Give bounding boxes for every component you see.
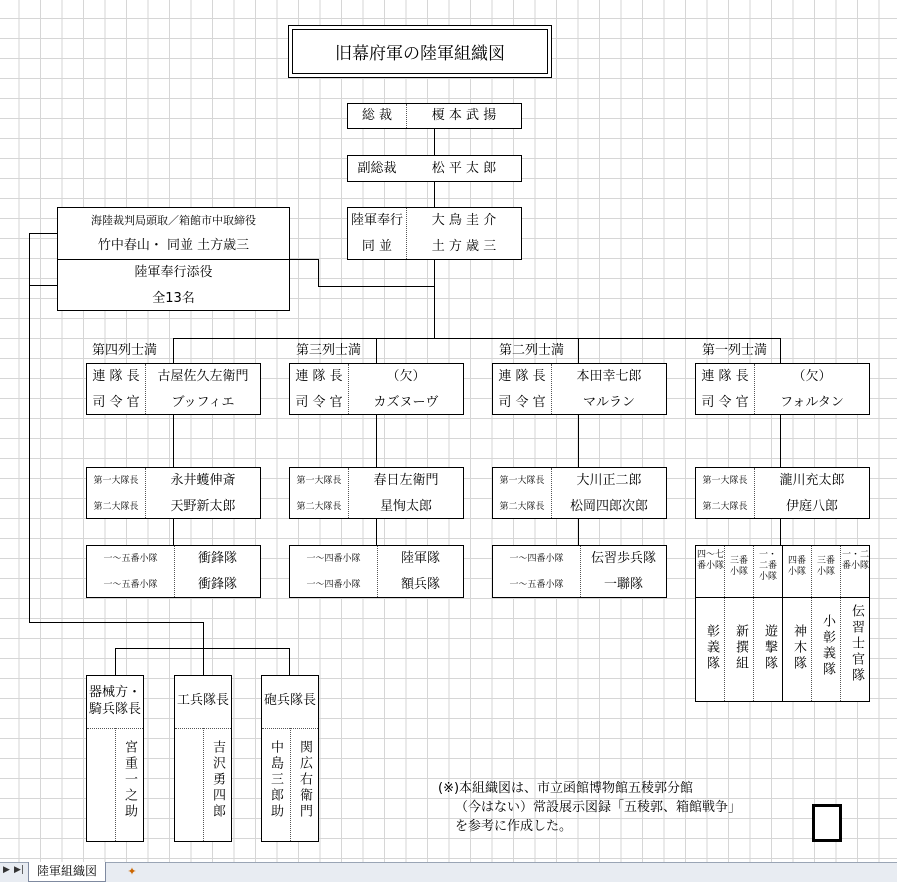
regiment-3-name: 第三列士満	[296, 343, 362, 358]
shireikan-label: 司 令 官	[701, 395, 749, 410]
bugyo-nami-role: 同 並	[361, 239, 393, 254]
dai1-label: 第一大隊長	[296, 476, 342, 486]
sousai-role: 総 裁	[361, 108, 393, 123]
tab-nav-last-icon[interactable]: ▶	[3, 865, 10, 875]
regiment-4-command	[86, 363, 261, 415]
note-line-1: (※)本組織図は、市立函館博物館五稜郭分館	[438, 781, 694, 796]
squad2-name: 額兵隊	[400, 577, 440, 592]
line-side-connector-h	[290, 259, 318, 260]
dai2-label: 第二大隊長	[296, 502, 342, 512]
line-special-bus	[115, 648, 289, 649]
line-side-connector-v	[318, 259, 319, 287]
rentaicho-label: 連 隊 長	[498, 369, 546, 384]
dai1-name: 永井蠖伸斎	[170, 473, 236, 488]
rentaicho-label: 連 隊 長	[295, 369, 343, 384]
special-unit-kiheitai	[86, 675, 144, 842]
fukusousai-box	[347, 155, 522, 182]
shireikan-label: 司 令 官	[92, 395, 140, 410]
line-special-2	[203, 648, 204, 675]
shireikan-name: カズヌーヴ	[373, 395, 439, 410]
dai2-name: 星恂太郎	[379, 499, 432, 514]
regiment-2-squads	[492, 545, 667, 598]
line-reg1-low	[780, 519, 781, 545]
regiment-1-units	[695, 545, 870, 702]
squad1-name: 陸軍隊	[400, 551, 440, 566]
regiment-1-battalions	[695, 467, 870, 519]
sheet-tab-active[interactable]: 陸軍組織図	[28, 862, 106, 882]
squad1-label: 一～四番小隊	[306, 554, 361, 564]
line-reg3-low	[376, 519, 377, 545]
dai2-label: 第二大隊長	[702, 502, 748, 512]
regiment-1-command	[695, 363, 870, 415]
bugyo-box	[347, 207, 522, 260]
line-reg2-low	[578, 519, 579, 545]
special-name-3a: 中島三郎助	[268, 740, 283, 820]
dai2-name: 松岡四郎次郎	[569, 499, 648, 514]
new-sheet-icon[interactable]: ✦	[127, 865, 137, 878]
squad1-label: 一～五番小隊	[103, 554, 158, 564]
squad2-label: 一～五番小隊	[509, 580, 564, 590]
selected-cell[interactable]	[812, 804, 842, 842]
bugyo-name: 大 鳥 圭 介	[431, 213, 497, 228]
side-box	[57, 207, 290, 311]
special-name-3b: 関広右衛門	[297, 740, 312, 820]
squad2-label: 一～五番小隊	[103, 580, 158, 590]
side-header: 海陸裁判局頭取／箱館市中取締役	[91, 214, 256, 227]
squad2-name: 衝鋒隊	[197, 577, 237, 592]
squad2-name: 一聯隊	[603, 577, 643, 592]
rentaicho-label: 連 隊 長	[701, 369, 749, 384]
dai1-label: 第一大隊長	[499, 476, 545, 486]
line-left-long	[29, 233, 30, 623]
line-special-drop	[203, 622, 204, 648]
regiment-4-battalions	[86, 467, 261, 519]
unit-label-3: 一・二番小隊	[758, 550, 777, 582]
line-reg4-top	[173, 338, 174, 363]
shireikan-name: フォルタン	[780, 395, 844, 410]
unit-label-5: 三番小隊	[816, 556, 835, 577]
sheet-tab-bar	[0, 862, 897, 882]
regiment-4-name: 第四列士満	[92, 343, 158, 358]
tab-nav-end-icon[interactable]: ▶|	[14, 865, 24, 875]
sousai-box	[347, 103, 522, 129]
dai1-name: 春日左衛門	[373, 473, 439, 488]
chart-title: 旧幕府軍の陸軍組織図	[292, 29, 548, 74]
regiment-3-command	[289, 363, 464, 415]
fukusousai-name: 松 平 太 郎	[431, 161, 497, 176]
unit-name-6: 伝習士官隊	[849, 604, 864, 684]
regiment-3-battalions	[289, 467, 464, 519]
dai2-name: 天野新太郎	[170, 499, 236, 514]
dai1-label: 第一大隊長	[93, 476, 139, 486]
note-line-2: （今はない）常設展示図録「五稜郭、箱館戦争」	[455, 800, 742, 815]
dai2-label: 第二大隊長	[93, 502, 139, 512]
special-unit-kouhei	[174, 675, 232, 842]
rentaicho-name: （欠）	[386, 369, 426, 384]
unit-name-1: 彰義隊	[704, 624, 719, 672]
side-count: 全13名	[152, 291, 195, 306]
squad1-label: 一～四番小隊	[509, 554, 564, 564]
line-left-mid	[29, 285, 57, 286]
line-reg2-top	[578, 338, 579, 363]
rentaicho-name: （欠）	[792, 369, 832, 384]
line-regiment-bus	[173, 338, 780, 339]
bugyo-nami-name: 土 方 歳 三	[431, 239, 497, 254]
squad2-label: 一～四番小隊	[306, 580, 361, 590]
unit-label-6: 一・二番小隊	[842, 550, 870, 571]
line-special-3	[289, 648, 290, 675]
unit-label-4: 四番小隊	[787, 556, 806, 577]
shireikan-name: ブッフィエ	[171, 395, 235, 410]
squad1-name: 衝鋒隊	[197, 551, 237, 566]
regiment-2-battalions	[492, 467, 667, 519]
unit-name-3: 遊撃隊	[762, 624, 777, 672]
chart-title-box	[288, 25, 552, 78]
rentaicho-label: 連 隊 長	[92, 369, 140, 384]
line-bugyo-regiments	[434, 259, 435, 338]
line-reg1-top	[780, 338, 781, 363]
special-unit-houhei	[261, 675, 319, 842]
line-reg4-low	[173, 519, 174, 545]
line-reg3-mid	[376, 415, 377, 468]
special-name-2: 吉沢勇四郎	[210, 740, 225, 820]
line-reg4-mid	[173, 415, 174, 468]
unit-name-5: 小彰義隊	[820, 614, 835, 678]
dai2-label: 第二大隊長	[499, 502, 545, 512]
dai1-name: 大川正二郎	[576, 473, 642, 488]
line-left-top	[29, 233, 57, 234]
special-name-1: 宮重一之助	[122, 740, 137, 820]
line-special-1	[115, 648, 116, 675]
shireikan-label: 司 令 官	[498, 395, 546, 410]
sousai-name: 榎 本 武 揚	[431, 108, 497, 123]
line-left-bottom	[29, 622, 203, 623]
unit-label-2: 三番小隊	[729, 556, 748, 577]
rentaicho-name: 古屋佐久左衛門	[157, 369, 249, 384]
squad1-name: 伝習歩兵隊	[590, 551, 656, 566]
regiment-2-command	[492, 363, 667, 415]
unit-name-2: 新撰組	[733, 624, 748, 672]
rentaicho-name: 本田幸七郎	[576, 369, 642, 384]
special-role-3: 砲兵隊長	[263, 693, 316, 708]
line-fukusousai-bugyo	[434, 181, 435, 207]
unit-name-4: 神木隊	[791, 624, 806, 672]
bugyo-role: 陸軍奉行	[350, 213, 403, 228]
fukusousai-role: 副総裁	[357, 161, 397, 176]
dai1-name: 瀧川充太郎	[779, 473, 845, 488]
line-side-connector	[318, 286, 434, 287]
note-line-3: を参考に作成した。	[455, 819, 573, 834]
line-reg3-top	[376, 338, 377, 363]
side-names: 竹中春山・ 同並 土方歳三	[97, 238, 250, 253]
regiment-4-squads	[86, 545, 261, 598]
regiment-2-name: 第二列士満	[499, 343, 565, 358]
special-role-1: 器械方・騎兵隊長	[88, 685, 141, 717]
shireikan-label: 司 令 官	[295, 395, 343, 410]
shireikan-name: マルラン	[582, 395, 635, 410]
special-role-2: 工兵隊長	[176, 693, 229, 708]
side-role: 陸軍奉行添役	[134, 265, 213, 280]
line-reg2-mid	[578, 415, 579, 468]
regiment-3-squads	[289, 545, 464, 598]
dai2-name: 伊庭八郎	[785, 499, 838, 514]
line-reg1-mid	[780, 415, 781, 468]
regiment-1-name: 第一列士満	[702, 343, 768, 358]
dai1-label: 第一大隊長	[702, 476, 748, 486]
line-sousai-fukusousai	[434, 128, 435, 155]
unit-label-1: 四～七番小隊	[697, 550, 725, 571]
